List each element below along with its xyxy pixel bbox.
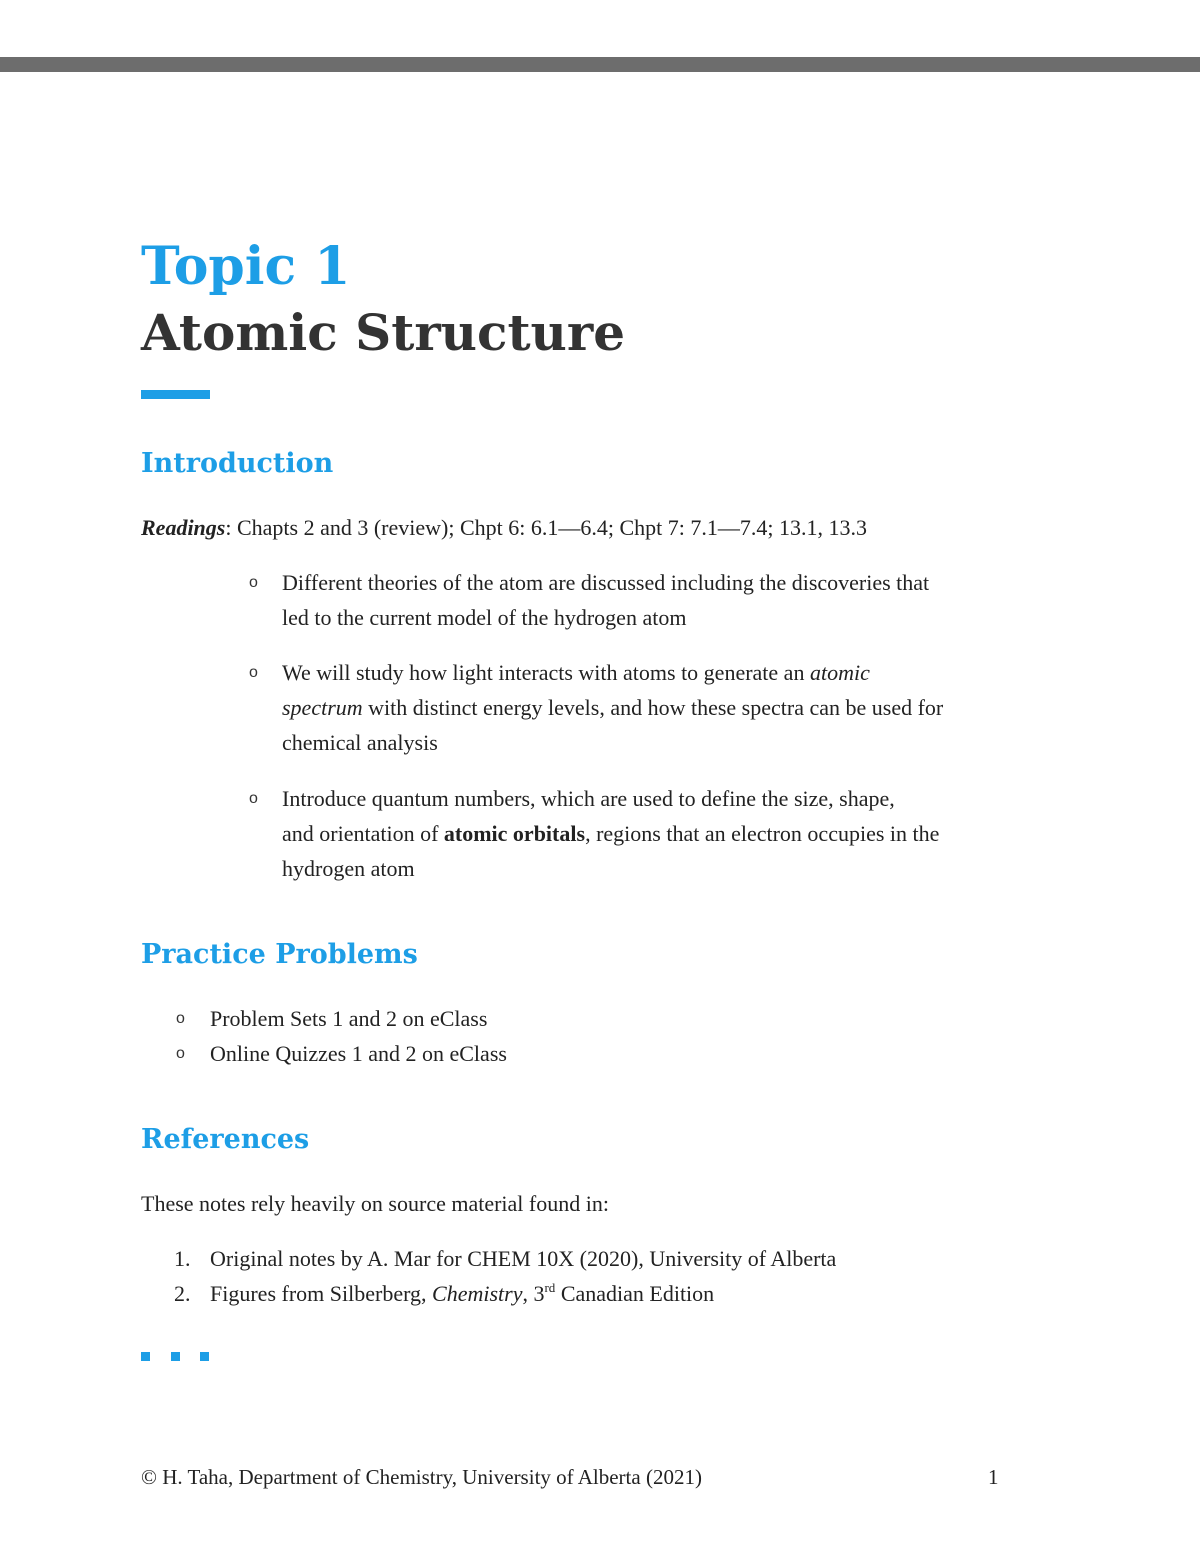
top-bar <box>0 57 1200 72</box>
bullet-marker: o <box>249 664 258 681</box>
references-heading: References <box>141 1124 310 1155</box>
ordinal-suffix: rd <box>544 1279 556 1295</box>
topic-number: Topic 1 <box>141 236 351 297</box>
list-item-line: Introduce quantum numbers, which are used to define the size, shape, <box>282 786 895 811</box>
list-item-line <box>282 816 939 851</box>
list-item: Online Quizzes 1 and 2 on eClass <box>210 1041 507 1066</box>
readings-line <box>141 510 867 545</box>
decorative-square <box>200 1352 209 1361</box>
text-span: with distinct energy levels, and how these spectra can be used for <box>362 695 944 720</box>
list-item-line: led to the current model of the hydrogen atom <box>282 605 687 630</box>
list-item: Problem Sets 1 and 2 on eClass <box>210 1006 488 1031</box>
page-number: 1 <box>988 1465 999 1489</box>
bullet-marker: o <box>249 574 258 591</box>
list-item <box>282 781 939 886</box>
book-title: Chemistry <box>432 1281 523 1306</box>
introduction-heading: Introduction <box>141 448 334 479</box>
practice-heading: Practice Problems <box>141 939 418 970</box>
emphasis-text: atomic <box>809 660 870 685</box>
list-item <box>282 655 943 760</box>
list-item-line <box>282 655 943 690</box>
list-number: 1. <box>174 1246 191 1271</box>
text-span: We will study how light interacts with atoms to generate an <box>282 660 810 685</box>
list-number: 2. <box>174 1281 191 1306</box>
list-item-line: Different theories of the atom are discussed including the discoveries that <box>282 570 930 595</box>
bold-term: atomic orbitals <box>443 821 586 846</box>
list-item-line: hydrogen atom <box>282 856 415 881</box>
list-item: Original notes by A. Mar for CHEM 10X (2020), University of Alberta <box>210 1246 837 1271</box>
title-underline <box>141 390 210 399</box>
text-span: , regions that an electron occupies in the <box>585 821 940 846</box>
text-span: and orientation of <box>282 821 444 846</box>
bullet-marker: o <box>249 790 258 807</box>
readings-label: Readings <box>141 515 226 540</box>
list-item <box>210 1276 714 1311</box>
topic-title: Atomic Structure <box>141 303 626 362</box>
bullet-marker: o <box>176 1045 185 1062</box>
readings-text: : Chapts 2 and 3 (review); Chpt 6: 6.1—6.4; Chpt 7: 7.1—7.4; 13.1, 13.3 <box>225 515 867 540</box>
decorative-square <box>141 1352 150 1361</box>
list-item <box>282 565 929 635</box>
footer-copyright: © H. Taha, Department of Chemistry, University of Alberta (2021) <box>141 1465 702 1489</box>
list-item-line: chemical analysis <box>282 730 438 755</box>
decorative-square <box>171 1352 180 1361</box>
text-span: , 3 <box>522 1281 545 1306</box>
text-span: Canadian Edition <box>555 1281 715 1306</box>
emphasis-text: spectrum <box>282 695 363 720</box>
references-intro: These notes rely heavily on source material found in: <box>141 1191 609 1216</box>
text-span: Figures from Silberberg, <box>210 1281 433 1306</box>
bullet-marker: o <box>176 1010 185 1027</box>
list-item-line <box>282 690 943 725</box>
